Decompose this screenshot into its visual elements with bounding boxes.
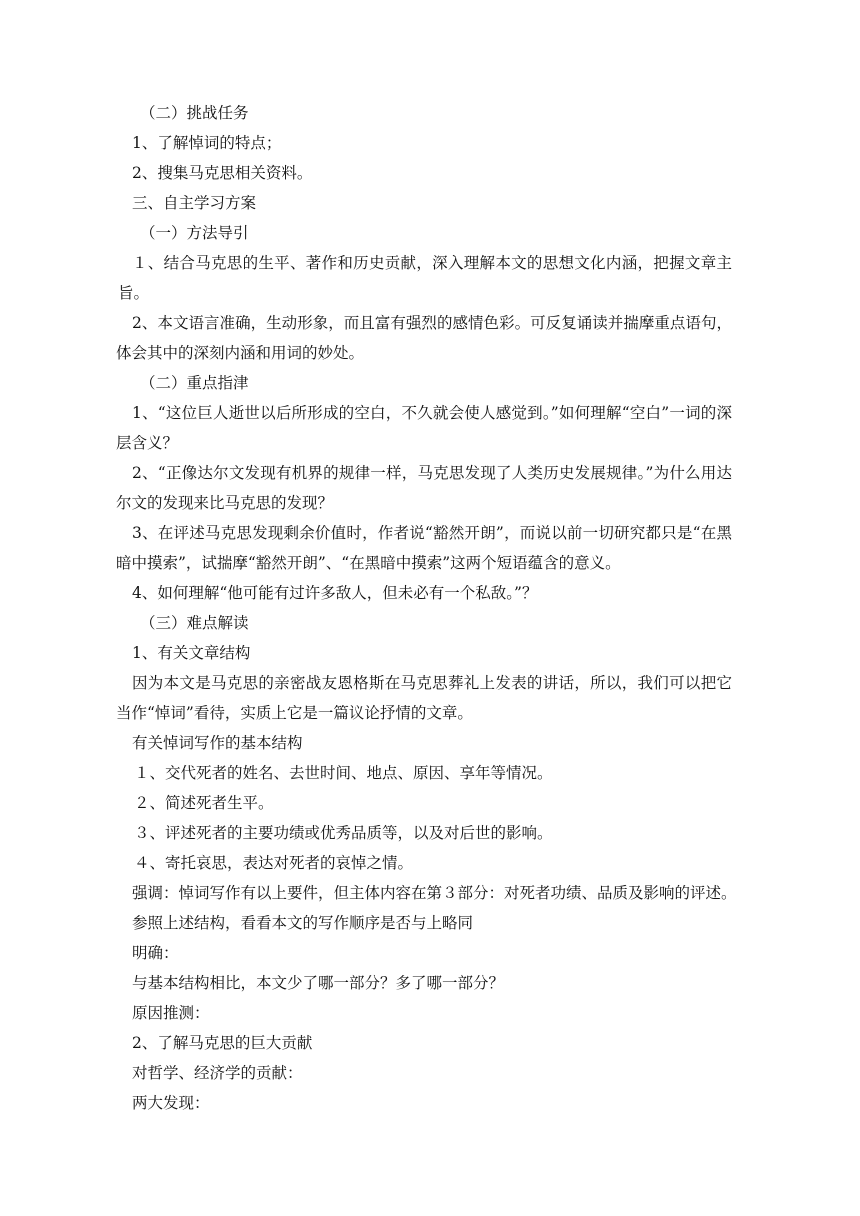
eulogy-structure-heading: 有关悼词写作的基本结构 <box>132 734 303 752</box>
task-item-2: 2、搜集马克思相关资料。 <box>132 164 313 182</box>
structure-explanation: 因为本文是马克思的亲密战友恩格斯在马克思葬礼上发表的讲话，所以，我们可以把它当作“悼词”看待，实质上它是一篇议论抒情的文章。 <box>116 674 732 722</box>
heading-method-guide: （一）方法导引 <box>140 224 249 242</box>
difficulty-item-structure: 1、有关文章结构 <box>132 644 251 662</box>
key-point-4: 4、如何理解“他可能有过许多敌人，但未必有一个私敌。”？ <box>132 584 538 602</box>
emphasis-note: 强调：悼词写作有以上要件，但主体内容在第３部分：对死者功绩、品质及影响的评述。 <box>132 884 737 902</box>
heading-self-study-plan: 三、自主学习方案 <box>132 194 257 212</box>
method-item-1: １、结合马克思的生平、著作和历史贡献，深入理解本文的思想文化内涵，把握文章主旨。 <box>118 254 732 302</box>
philosophy-economics-label: 对哲学、经济学的贡献： <box>132 1064 303 1082</box>
key-point-1: 1、“这位巨人逝世以后所形成的空白，不久就会使人感觉到。”如何理解“空白”一词的深层含义？ <box>116 404 732 452</box>
reason-guess-label: 原因推测： <box>132 1004 210 1022</box>
comparison-question: 与基本结构相比，本文少了哪一部分？多了哪一部分？ <box>132 974 505 992</box>
structure-item-2: ２、简述死者生平。 <box>134 794 274 812</box>
compare-instruction: 参照上述结构，看看本文的写作顺序是否与上略同 <box>132 914 474 932</box>
clarify-label: 明确： <box>132 944 179 962</box>
heading-challenge-task: （二）挑战任务 <box>140 104 249 122</box>
task-item-1: 1、了解悼词的特点； <box>132 134 282 152</box>
structure-item-3: ３、评述死者的主要功绩或优秀品质等，以及对后世的影响。 <box>134 824 553 842</box>
structure-item-4: ４、寄托哀思，表达对死者的哀悼之情。 <box>134 854 414 872</box>
method-item-2: 2、本文语言准确，生动形象，而且富有强烈的感情色彩。可反复诵读并揣摩重点语句，体会其中的深刻内涵和用词的妙处。 <box>116 314 732 362</box>
two-discoveries-label: 两大发现： <box>132 1094 210 1112</box>
document-page <box>116 98 737 1118</box>
key-point-2: 2、“正像达尔文发现有机界的规律一样，马克思发现了人类历史发展规律。”为什么用达尔文的发现来比马克思的发现？ <box>116 464 732 512</box>
key-point-3: 3、在评述马克思发现剩余价值时，作者说“豁然开朗”，而说以前一切研究都只是“在黑暗中摸索”，试揣摩“豁然开朗”、“在黑暗中摸索”这两个短语蕴含的意义。 <box>116 524 732 572</box>
contribution-heading: 2、了解马克思的巨大贡献 <box>132 1034 313 1052</box>
heading-key-points: （二）重点指津 <box>140 374 249 392</box>
heading-difficulties: （三）难点解读 <box>140 614 249 632</box>
structure-item-1: １、交代死者的姓名、去世时间、地点、原因、享年等情况。 <box>134 764 553 782</box>
